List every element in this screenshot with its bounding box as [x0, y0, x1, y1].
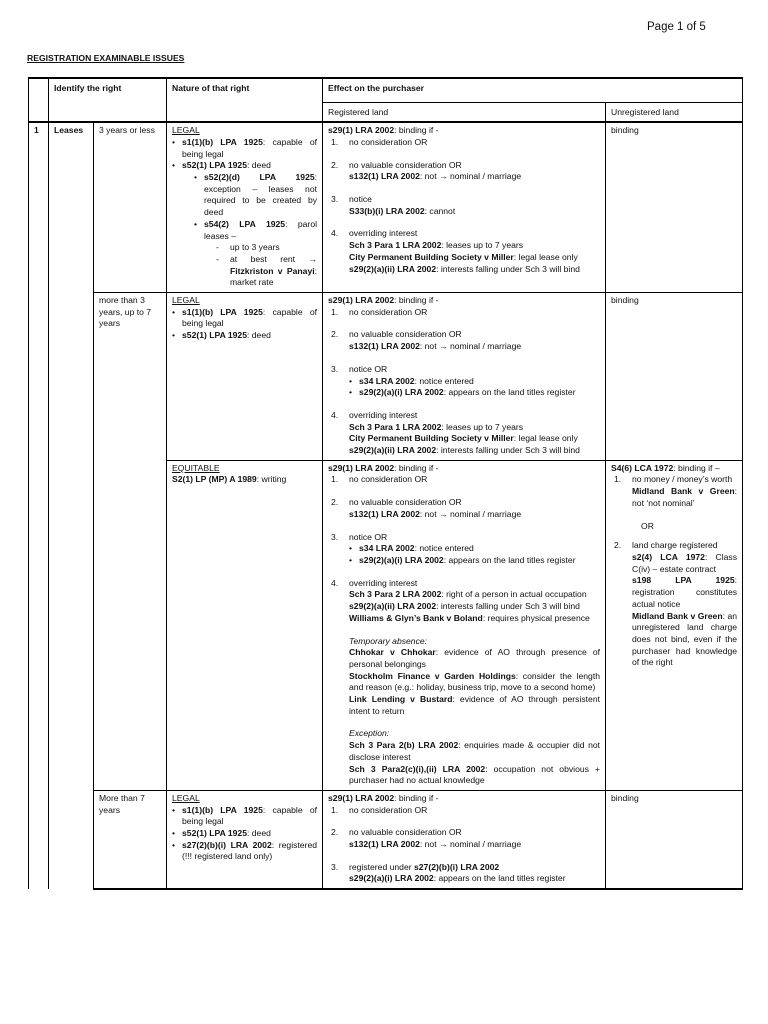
binding-heading: s29(1) LRA 2002: binding if - [328, 792, 439, 803]
list-item: - up to 3 years [214, 242, 317, 254]
unregistered-effect-medium: binding [606, 293, 743, 461]
nature-legal-long [167, 790, 323, 889]
list-item: 1. no consideration OR [331, 136, 428, 147]
table-row [29, 790, 743, 889]
case-note: Chhokar v Chhokar: evidence of AO through presence of personal belongings [349, 647, 601, 669]
header-unregistered: Unregistered land [606, 102, 743, 122]
legal-label: LEGAL [172, 125, 200, 136]
legal-label: LEGAL [172, 295, 200, 306]
list-item: 3. registered under s27(2)(b)(i) LRA 2002 s29(2)(a)(i) LRA 2002: appears on the land titles register [331, 861, 566, 884]
registered-effect-short [323, 122, 606, 292]
list-item: 1. no consideration OR [331, 804, 428, 815]
nature-legal-medium [167, 293, 323, 461]
list-item: • s1(1)(b) LPA 1925: capable of being legal [172, 137, 317, 160]
list-item: • s34 LRA 2002: notice entered [349, 376, 600, 388]
binding-heading: s29(1) LRA 2002: binding if - [328, 295, 439, 306]
list-item: • s52(1) LPA 1925: deed [172, 330, 317, 342]
list-item: • s1(1)(b) LPA 1925: capable of being legal [172, 805, 317, 828]
unregistered-effect-short: binding [606, 122, 743, 292]
binding-heading: s29(1) LRA 2002: binding if - [328, 125, 439, 136]
case-note: Sch 3 Para 2(b) LRA 2002: enquiries made & occupier did not disclose interest [349, 740, 601, 762]
list-item: 2. land charge registered s2(4) LCA 1972: Class C(iv) – estate contract s198 LPA 1925: registration constitutes actual notice Midland Bank v Green: an unregistered land charge does not bind, even if the purchaser had knowledge of the right [614, 540, 738, 668]
list-item: 2. no valuable consideration OR s132(1) LRA 2002: not → nominal / marriage [331, 497, 522, 519]
term-3-to-7-years: more than 3 years, up to 7 years [94, 293, 167, 791]
header-number-cell [29, 78, 49, 122]
binding-heading: S4(6) LCA 1972: binding if – [611, 462, 720, 473]
list-item: - at best rent → Fitzkriston v Panayi: market rate [214, 254, 317, 289]
term-more-than-7-years: More than 7 years [94, 790, 167, 889]
issues-table [28, 77, 743, 890]
case-note: Link Lending v Bustard: evidence of AO through persistent intent to return [349, 694, 601, 716]
temporary-absence-heading: Temporary absence: [349, 635, 428, 646]
equitable-writing: S2(1) LP (MP) A 1989: writing [172, 474, 287, 485]
list-item: • s54(2) LPA 1925: parol leases – - up to 3 years - at best rent → Fitzkriston v Panayi: market rate [194, 219, 317, 289]
list-item: 4. overriding interest Sch 3 Para 2 LRA 2002: right of a person in actual occupation s29(2)(a)(ii) LRA 2002: interests falling under Sch 3 will bind Williams & Glyn’s Bank v Boland: requires physical presence Temporary absence: Chhokar v Chhokar: evidence of AO through presence of personal belongings Stockholm Finance v Garden Holdings: consider the length and reason (e.g.: holiday, business trip, move to a second home) Link Lending v Bustard: evidence of AO through persistent intent to return Exception: Sch 3 Para 2(b) LRA 2002: enquiries made & occupier did not disclose interest Sch 3 Para2(c)(i),(ii) LRA 2002: occupation not obvious + purchaser had no actual knowledge [331, 577, 601, 786]
list-item: 2. no valuable consideration OR s132(1) LRA 2002: not → nominal / marriage [331, 159, 522, 182]
list-item: • s29(2)(a)(i) LRA 2002: appears on the land titles register [349, 387, 600, 399]
exception-heading: Exception: [349, 728, 390, 739]
table-header-row [29, 78, 743, 102]
list-item: 2. no valuable consideration OR s132(1) LRA 2002: not → nominal / marriage [331, 827, 522, 850]
term-3-years-or-less: 3 years or less [94, 122, 167, 292]
list-item: • s34 LRA 2002: notice entered [349, 543, 600, 555]
list-item: 1. no consideration OR [331, 474, 428, 485]
document-title: REGISTRATION EXAMINABLE ISSUES [27, 53, 185, 63]
or-label: OR [641, 520, 654, 531]
list-item: • s29(2)(a)(i) LRA 2002: appears on the land titles register [349, 555, 600, 567]
header-effect: Effect on the purchaser [323, 78, 743, 102]
list-item: • s1(1)(b) LPA 1925: capable of being legal [172, 307, 317, 330]
page-number: Page 1 of 5 [647, 21, 706, 33]
list-item: • s52(1) LPA 1925: deed [172, 828, 317, 840]
registered-effect-long [323, 790, 606, 889]
list-item: 3. notice OR • s34 LRA 2002: notice entered • s29(2)(a)(i) LRA 2002: appears on the land titles register [328, 532, 600, 567]
list-item: 3. notice OR • s34 LRA 2002: notice entered • s29(2)(a)(i) LRA 2002: appears on the land titles register [328, 364, 600, 399]
row-name: Leases [49, 122, 94, 889]
list-item: 1. no consideration OR [331, 306, 428, 317]
registered-effect-medium [323, 293, 606, 461]
list-item: 4. overriding interest Sch 3 Para 1 LRA 2002: leases up to 7 years City Permanent Building Society v Miller: legal lease only s29(2)(a)(ii) LRA 2002: interests falling under Sch 3 will bind [331, 409, 580, 456]
table-row [29, 293, 743, 461]
list-item: 2. no valuable consideration OR s132(1) LRA 2002: not → nominal / marriage [331, 329, 522, 352]
equitable-label: EQUITABLE [172, 462, 220, 473]
case-note: Stockholm Finance v Garden Holdings: consider the length and reason (e.g.: holiday, business trip, move to a second home) [349, 670, 601, 693]
case-note: Sch 3 Para2(c)(i),(ii) LRA 2002: occupation not obvious + purchaser had no actual knowledge [349, 763, 601, 786]
nature-equitable [167, 460, 323, 790]
header-identify: Identify the right [49, 78, 167, 122]
unregistered-effect-equitable [606, 460, 743, 790]
list-item: • s52(1) LPA 1925: deed • s52(2)(d) LPA 1925: exception – leases not required to be created by deed • s54(2) LPA 1925: parol leases – - up to 3 years - at best rent → Fitzkriston v Panayi: market rate [172, 160, 317, 289]
list-item: • s52(2)(d) LPA 1925: exception – leases not required to be created by deed [194, 172, 317, 219]
unregistered-effect-long: binding [606, 790, 743, 889]
registered-effect-equitable [323, 460, 606, 790]
list-item: 1. no money / money’s worth Midland Bank v Green: not ‘not nominal’ OR [614, 474, 738, 531]
list-item: • s27(2)(b)(i) LRA 2002: registered (!!! registered land only) [172, 840, 317, 863]
row-number: 1 [29, 122, 49, 889]
header-registered: Registered land [323, 102, 606, 122]
table-row [29, 122, 743, 292]
binding-heading: s29(1) LRA 2002: binding if - [328, 462, 439, 473]
header-nature: Nature of that right [167, 78, 323, 122]
list-item: 3. notice S33(b)(i) LRA 2002: cannot [331, 194, 456, 216]
nature-legal-short [167, 122, 323, 292]
legal-label: LEGAL [172, 792, 200, 803]
list-item: 4. overriding interest Sch 3 Para 1 LRA 2002: leases up to 7 years City Permanent Building Society v Miller: legal lease only s29(2)(a)(ii) LRA 2002: interests falling under Sch 3 will bind [331, 228, 580, 274]
